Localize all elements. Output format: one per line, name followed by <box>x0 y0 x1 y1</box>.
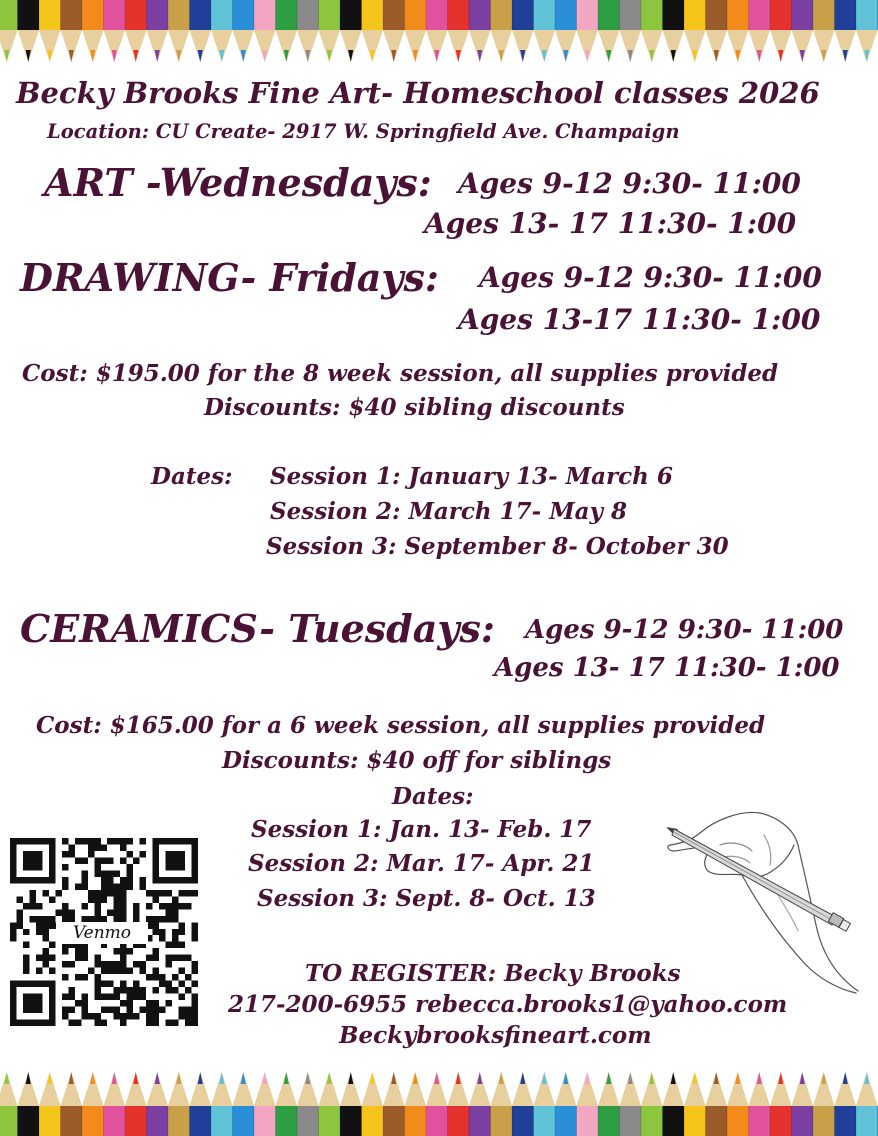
ceramics-session-1: Session 1: Jan. 13- Feb. 17 <box>251 816 592 843</box>
pencil-icon <box>18 1072 40 1136</box>
ceramics-heading: CERAMICS- Tuesdays: <box>20 606 495 651</box>
register-website[interactable]: Beckybrooksfineart.com <box>339 1022 652 1049</box>
art-discounts: Discounts: $40 sibling discounts <box>204 394 625 421</box>
pencil-icon <box>297 0 319 62</box>
pencil-icon <box>319 1072 341 1136</box>
art-session-3: Session 3: September 8- October 30 <box>266 533 729 560</box>
pencil-icon <box>684 1072 706 1136</box>
pencil-icon <box>512 1072 534 1136</box>
pencil-icon <box>125 1072 147 1136</box>
ceramics-discounts: Discounts: $40 off for siblings <box>222 747 612 774</box>
pencil-icon <box>82 1072 104 1136</box>
art-heading: ART -Wednesdays: <box>44 160 432 205</box>
pencil-icon <box>856 0 878 62</box>
pencil-icon <box>426 0 448 62</box>
pencil-icon <box>534 0 556 62</box>
page-title: Becky Brooks Fine Art- Homeschool classes 2026 <box>16 76 820 110</box>
pencil-icon <box>770 1072 792 1136</box>
art-dates-label: Dates: <box>151 463 233 490</box>
pencil-icon <box>362 0 384 62</box>
pencil-icon <box>190 0 212 62</box>
pencil-icon <box>706 1072 728 1136</box>
pencil-icon <box>104 1072 126 1136</box>
art-schedule-2: Ages 13- 17 11:30- 1:00 <box>424 207 797 240</box>
pencil-icon <box>147 1072 169 1136</box>
pencil-icon <box>383 0 405 62</box>
pencil-icon <box>469 0 491 62</box>
pencil-icon <box>813 0 835 62</box>
pencil-icon <box>125 0 147 62</box>
pencil-icon <box>168 1072 190 1136</box>
location-text: Location: CU Create- 2917 W. Springfield Ave. Champaign <box>47 120 680 143</box>
pencil-icon <box>835 1072 857 1136</box>
pencil-icon <box>448 0 470 62</box>
pencil-icon <box>405 1072 427 1136</box>
pencil-icon <box>233 0 255 62</box>
pencil-icon <box>835 0 857 62</box>
pencil-icon <box>405 0 427 62</box>
drawing-schedule-2: Ages 13-17 11:30- 1:00 <box>458 303 821 336</box>
pencil-icon <box>0 0 18 62</box>
pencil-icon <box>727 0 749 62</box>
pencil-icon <box>82 0 104 62</box>
art-session-2: Session 2: March 17- May 8 <box>270 498 627 525</box>
pencil-icon <box>577 1072 599 1136</box>
pencil-icon <box>856 1072 878 1136</box>
ceramics-dates-label: Dates: <box>392 783 474 810</box>
pencil-icon <box>340 0 362 62</box>
pencil-icon <box>39 0 61 62</box>
pencil-icon <box>0 1072 18 1136</box>
drawing-heading: DRAWING- Fridays: <box>20 255 439 300</box>
pencil-icon <box>684 0 706 62</box>
pencil-icon <box>641 1072 663 1136</box>
pencil-icon <box>706 0 728 62</box>
pencil-icon <box>61 0 83 62</box>
pencil-icon <box>319 0 341 62</box>
pencil-icon <box>233 1072 255 1136</box>
ceramics-session-2: Session 2: Mar. 17- Apr. 21 <box>248 850 595 877</box>
pencil-icon <box>641 0 663 62</box>
top-pencil-border <box>0 0 878 70</box>
pencil-icon <box>663 1072 685 1136</box>
pencil-icon <box>749 0 771 62</box>
pencil-icon <box>555 0 577 62</box>
pencil-icon <box>792 0 814 62</box>
pencil-icon <box>104 0 126 62</box>
pencil-icon <box>813 1072 835 1136</box>
pencil-icon <box>577 0 599 62</box>
art-schedule-1: Ages 9-12 9:30- 11:00 <box>458 167 801 200</box>
bottom-pencil-border <box>0 1066 878 1136</box>
ceramics-cost: Cost: $165.00 for a 6 week session, all supplies provided <box>36 712 766 739</box>
pencil-icon <box>598 1072 620 1136</box>
pencil-icon <box>297 1072 319 1136</box>
pencil-icon <box>620 0 642 62</box>
pencil-icon <box>362 1072 384 1136</box>
pencil-icon <box>276 1072 298 1136</box>
pencil-icon <box>448 1072 470 1136</box>
pencil-icon <box>749 1072 771 1136</box>
pencil-icon <box>491 0 513 62</box>
pencil-icon <box>147 0 169 62</box>
pencil-icon <box>61 1072 83 1136</box>
ceramics-schedule-2: Ages 13- 17 11:30- 1:00 <box>494 653 840 683</box>
pencil-icon <box>340 1072 362 1136</box>
pencil-icon <box>254 0 276 62</box>
pencil-icon <box>211 1072 233 1136</box>
pencil-icon <box>770 0 792 62</box>
ceramics-schedule-1: Ages 9-12 9:30- 11:00 <box>525 615 844 645</box>
art-cost: Cost: $195.00 for the 8 week session, all supplies provided <box>22 360 779 387</box>
pencil-icon <box>18 0 40 62</box>
hand-drawing-illustration <box>660 805 860 995</box>
register-contact[interactable]: 217-200-6955 rebecca.brooks1@yahoo.com <box>228 991 788 1018</box>
drawing-schedule-1: Ages 9-12 9:30- 11:00 <box>479 261 822 294</box>
pencil-icon <box>190 1072 212 1136</box>
pencil-icon <box>383 1072 405 1136</box>
ceramics-session-3: Session 3: Sept. 8- Oct. 13 <box>257 885 596 912</box>
pencil-icon <box>598 0 620 62</box>
pencil-icon <box>426 1072 448 1136</box>
pencil-icon <box>512 0 534 62</box>
qr-venmo-label: Venmo <box>56 922 148 944</box>
pencil-icon <box>792 1072 814 1136</box>
pencil-icon <box>727 1072 749 1136</box>
pencil-icon <box>211 0 233 62</box>
pencil-icon <box>168 0 190 62</box>
art-session-1: Session 1: January 13- March 6 <box>270 463 673 490</box>
pencil-icon <box>555 1072 577 1136</box>
pencil-icon <box>534 1072 556 1136</box>
pencil-icon <box>254 1072 276 1136</box>
pencil-icon <box>663 0 685 62</box>
pencil-icon <box>39 1072 61 1136</box>
register-line: TO REGISTER: Becky Brooks <box>305 960 681 987</box>
pencil-icon <box>620 1072 642 1136</box>
pencil-icon <box>469 1072 491 1136</box>
pencil-icon <box>491 1072 513 1136</box>
pencil-icon <box>276 0 298 62</box>
